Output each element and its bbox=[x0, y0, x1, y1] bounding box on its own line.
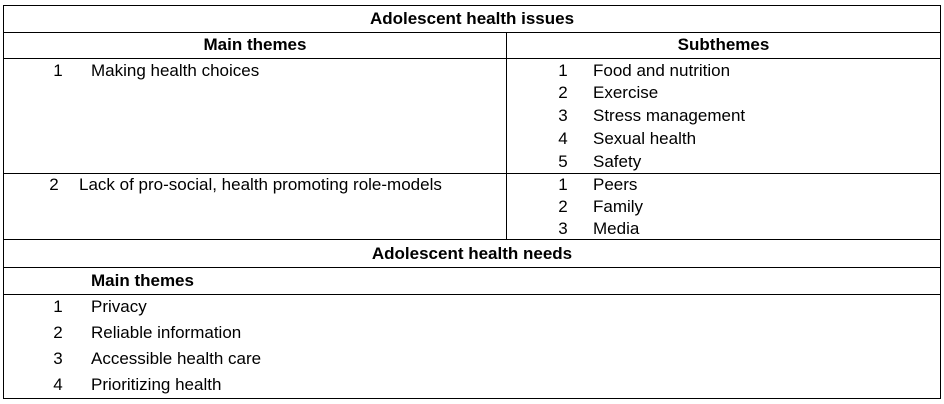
subtheme-label: Exercise bbox=[593, 83, 659, 102]
need-label: Reliable information bbox=[91, 323, 242, 342]
needs-title: Adolescent health needs bbox=[371, 244, 573, 263]
issue-row-number: 1 bbox=[53, 61, 63, 80]
issues-main-themes-header: Main themes bbox=[203, 35, 307, 54]
issue-row-number: 2 bbox=[49, 175, 59, 194]
need-number: 1 bbox=[53, 297, 63, 316]
subtheme-number: 3 bbox=[558, 219, 568, 238]
need-label: Accessible health care bbox=[91, 349, 262, 368]
subtheme-label: Peers bbox=[593, 175, 638, 194]
need-number: 4 bbox=[53, 375, 63, 394]
subtheme-label: Stress management bbox=[593, 106, 746, 125]
health-table bbox=[3, 5, 941, 399]
subtheme-number: 4 bbox=[558, 129, 568, 148]
divider bbox=[4, 294, 940, 295]
subtheme-label: Media bbox=[593, 219, 640, 238]
issue-main-theme: Making health choices bbox=[91, 61, 260, 80]
need-label: Privacy bbox=[91, 297, 147, 316]
divider bbox=[4, 267, 940, 268]
subtheme-label: Sexual health bbox=[593, 129, 697, 148]
subtheme-number: 3 bbox=[558, 106, 568, 125]
issues-subthemes-header: Subthemes bbox=[677, 35, 770, 54]
subtheme-number: 2 bbox=[558, 83, 568, 102]
divider bbox=[4, 239, 940, 240]
subtheme-number: 1 bbox=[558, 61, 568, 80]
need-number: 3 bbox=[53, 349, 63, 368]
divider bbox=[4, 58, 940, 59]
issues-title: Adolescent health issues bbox=[369, 9, 575, 28]
subtheme-number: 1 bbox=[558, 175, 568, 194]
needs-main-themes-header: Main themes bbox=[91, 271, 194, 290]
subtheme-number: 2 bbox=[558, 197, 568, 216]
need-label: Prioritizing health bbox=[91, 375, 222, 394]
subtheme-label: Safety bbox=[593, 152, 642, 171]
need-number: 2 bbox=[53, 323, 63, 342]
subtheme-label: Food and nutrition bbox=[593, 61, 731, 80]
subtheme-label: Family bbox=[593, 197, 644, 216]
issue-main-theme: Lack of pro-social, health promoting role-models bbox=[79, 175, 442, 194]
subtheme-number: 5 bbox=[558, 152, 568, 171]
divider bbox=[4, 32, 940, 33]
column-divider bbox=[506, 32, 507, 239]
